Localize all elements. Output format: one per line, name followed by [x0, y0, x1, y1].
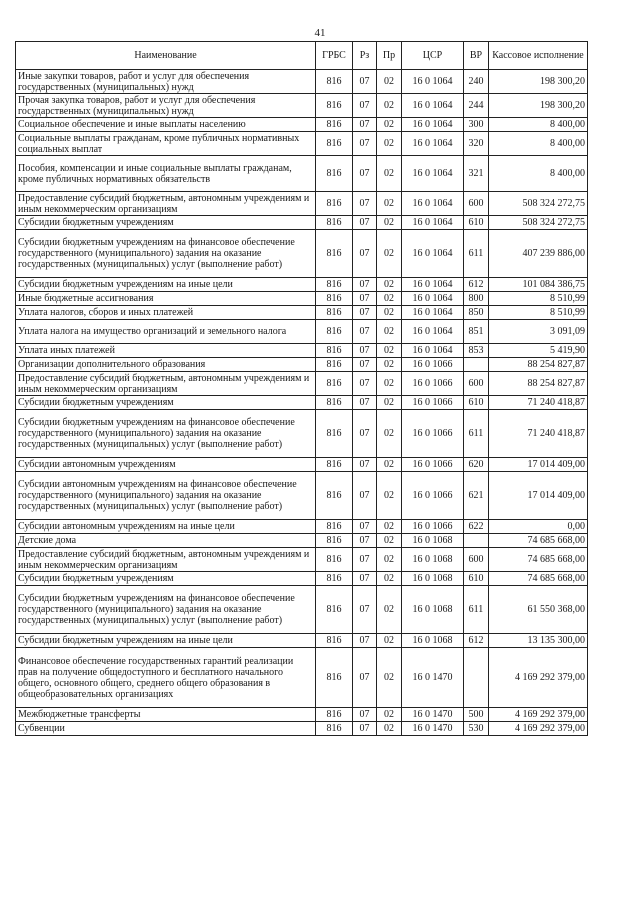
row-grbs: 816 [316, 534, 353, 548]
row-name: Пособия, компенсации и иные социальные выплаты гражданам, кроме публичных нормативных обязательств [16, 156, 316, 192]
table-row [16, 634, 588, 648]
row-csr: 16 0 1064 [402, 278, 464, 292]
row-csr: 16 0 1064 [402, 156, 464, 192]
row-amount: 198 300,20 [489, 70, 588, 94]
row-csr: 16 0 1064 [402, 118, 464, 132]
table-row [16, 94, 588, 118]
row-rz: 07 [353, 410, 377, 458]
row-vr: 611 [464, 586, 489, 634]
row-pr: 02 [377, 320, 402, 344]
row-pr: 02 [377, 344, 402, 358]
table-row [16, 358, 588, 372]
row-grbs: 816 [316, 94, 353, 118]
row-name: Иные бюджетные ассигнования [16, 292, 316, 306]
row-vr: 850 [464, 306, 489, 320]
table-row [16, 708, 588, 722]
row-name: Уплата налога на имущество организаций и земельного налога [16, 320, 316, 344]
table-row [16, 192, 588, 216]
row-csr: 16 0 1064 [402, 192, 464, 216]
row-amount: 88 254 827,87 [489, 358, 588, 372]
row-vr: 300 [464, 118, 489, 132]
row-csr: 16 0 1064 [402, 344, 464, 358]
row-pr: 02 [377, 722, 402, 736]
row-grbs: 816 [316, 118, 353, 132]
row-pr: 02 [377, 634, 402, 648]
row-pr: 02 [377, 648, 402, 708]
row-grbs: 816 [316, 548, 353, 572]
header-rz: Рз [353, 42, 377, 70]
row-grbs: 816 [316, 230, 353, 278]
row-rz: 07 [353, 534, 377, 548]
row-vr: 610 [464, 572, 489, 586]
row-grbs: 816 [316, 192, 353, 216]
table-row [16, 534, 588, 548]
table-row [16, 586, 588, 634]
row-vr [464, 358, 489, 372]
row-grbs: 816 [316, 216, 353, 230]
row-amount: 88 254 827,87 [489, 372, 588, 396]
table-row [16, 156, 588, 192]
row-grbs: 816 [316, 306, 353, 320]
row-amount: 4 169 292 379,00 [489, 648, 588, 708]
row-name: Субвенции [16, 722, 316, 736]
row-amount: 74 685 668,00 [489, 572, 588, 586]
row-name: Предоставление субсидий бюджетным, автономным учреждениям и иным некоммерческим организациям [16, 192, 316, 216]
header-grbs: ГРБС [316, 42, 353, 70]
table-row [16, 572, 588, 586]
row-vr: 500 [464, 708, 489, 722]
row-amount: 4 169 292 379,00 [489, 708, 588, 722]
row-amount: 71 240 418,87 [489, 410, 588, 458]
row-amount: 508 324 272,75 [489, 192, 588, 216]
row-pr: 02 [377, 548, 402, 572]
row-grbs: 816 [316, 472, 353, 520]
table-body [16, 70, 588, 736]
row-pr: 02 [377, 358, 402, 372]
table-row [16, 648, 588, 708]
table-row [16, 306, 588, 320]
table-row [16, 278, 588, 292]
row-name: Иные закупки товаров, работ и услуг для обеспечения государственных (муниципальных) нужд [16, 70, 316, 94]
row-pr: 02 [377, 118, 402, 132]
row-amount: 74 685 668,00 [489, 548, 588, 572]
row-vr: 530 [464, 722, 489, 736]
row-vr: 612 [464, 634, 489, 648]
row-grbs: 816 [316, 572, 353, 586]
row-vr: 851 [464, 320, 489, 344]
row-vr [464, 648, 489, 708]
row-csr: 16 0 1064 [402, 292, 464, 306]
header-csr: ЦСР [402, 42, 464, 70]
row-rz: 07 [353, 458, 377, 472]
row-amount: 198 300,20 [489, 94, 588, 118]
row-grbs: 816 [316, 292, 353, 306]
row-pr: 02 [377, 192, 402, 216]
row-csr: 16 0 1066 [402, 396, 464, 410]
table-row [16, 396, 588, 410]
row-vr: 853 [464, 344, 489, 358]
row-rz: 07 [353, 472, 377, 520]
row-name: Социальное обеспечение и иные выплаты населению [16, 118, 316, 132]
row-vr: 600 [464, 192, 489, 216]
row-pr: 02 [377, 278, 402, 292]
row-csr: 16 0 1064 [402, 230, 464, 278]
table-row [16, 548, 588, 572]
row-csr: 16 0 1068 [402, 586, 464, 634]
table-row [16, 216, 588, 230]
table-row [16, 372, 588, 396]
table-row [16, 292, 588, 306]
table-row [16, 410, 588, 458]
row-name: Организации дополнительного образования [16, 358, 316, 372]
row-grbs: 816 [316, 358, 353, 372]
budget-table [15, 41, 588, 736]
row-pr: 02 [377, 586, 402, 634]
row-vr: 611 [464, 230, 489, 278]
row-csr: 16 0 1066 [402, 472, 464, 520]
row-grbs: 816 [316, 586, 353, 634]
row-vr: 620 [464, 458, 489, 472]
row-amount: 4 169 292 379,00 [489, 722, 588, 736]
row-amount: 8 400,00 [489, 118, 588, 132]
row-name: Субсидии автономным учреждениям на иные цели [16, 520, 316, 534]
row-rz: 07 [353, 306, 377, 320]
row-amount: 71 240 418,87 [489, 396, 588, 410]
row-grbs: 816 [316, 708, 353, 722]
row-rz: 07 [353, 344, 377, 358]
row-pr: 02 [377, 472, 402, 520]
row-grbs: 816 [316, 132, 353, 156]
row-grbs: 816 [316, 156, 353, 192]
row-rz: 07 [353, 320, 377, 344]
row-name: Прочая закупка товаров, работ и услуг для обеспечения государственных (муниципальных) нужд [16, 94, 316, 118]
row-amount: 508 324 272,75 [489, 216, 588, 230]
header-amount: Кассовое исполнение [489, 42, 588, 70]
row-csr: 16 0 1064 [402, 132, 464, 156]
header-vr: ВР [464, 42, 489, 70]
row-vr: 600 [464, 372, 489, 396]
row-pr: 02 [377, 292, 402, 306]
table-row [16, 132, 588, 156]
row-name: Субсидии автономным учреждениям на финансовое обеспечение государственного (муниципального) задания на оказание государственных (муниципальных) услуг (выполнение работ) [16, 472, 316, 520]
row-vr: 240 [464, 70, 489, 94]
row-vr: 321 [464, 156, 489, 192]
row-rz: 07 [353, 70, 377, 94]
page-number: 41 [314, 27, 326, 39]
row-vr [464, 534, 489, 548]
row-rz: 07 [353, 132, 377, 156]
row-csr: 16 0 1064 [402, 306, 464, 320]
row-csr: 16 0 1066 [402, 372, 464, 396]
row-csr: 16 0 1470 [402, 722, 464, 736]
row-rz: 07 [353, 722, 377, 736]
header-name: Наименование [16, 42, 316, 70]
row-pr: 02 [377, 372, 402, 396]
row-vr: 610 [464, 216, 489, 230]
row-grbs: 816 [316, 410, 353, 458]
row-name: Уплата иных платежей [16, 344, 316, 358]
row-csr: 16 0 1470 [402, 648, 464, 708]
row-pr: 02 [377, 70, 402, 94]
row-name: Детские дома [16, 534, 316, 548]
table-row [16, 722, 588, 736]
row-rz: 07 [353, 548, 377, 572]
row-pr: 02 [377, 572, 402, 586]
row-pr: 02 [377, 708, 402, 722]
row-csr: 16 0 1066 [402, 358, 464, 372]
row-pr: 02 [377, 94, 402, 118]
row-pr: 02 [377, 520, 402, 534]
row-amount: 17 014 409,00 [489, 472, 588, 520]
row-name: Субсидии бюджетным учреждениям [16, 572, 316, 586]
row-amount: 0,00 [489, 520, 588, 534]
row-grbs: 816 [316, 344, 353, 358]
row-vr: 610 [464, 396, 489, 410]
table-row [16, 472, 588, 520]
row-rz: 07 [353, 396, 377, 410]
row-rz: 07 [353, 586, 377, 634]
row-vr: 244 [464, 94, 489, 118]
row-vr: 600 [464, 548, 489, 572]
row-vr: 621 [464, 472, 489, 520]
row-name: Предоставление субсидий бюджетным, автономным учреждениям и иным некоммерческим организациям [16, 372, 316, 396]
row-name: Социальные выплаты гражданам, кроме публичных нормативных социальных выплат [16, 132, 316, 156]
row-grbs: 816 [316, 458, 353, 472]
row-pr: 02 [377, 458, 402, 472]
row-rz: 07 [353, 358, 377, 372]
table-row [16, 70, 588, 94]
row-name: Предоставление субсидий бюджетным, автономным учреждениям и иным некоммерческим организациям [16, 548, 316, 572]
row-name: Субсидии автономным учреждениям [16, 458, 316, 472]
table-row [16, 118, 588, 132]
row-name: Субсидии бюджетным учреждениям на финансовое обеспечение государственного (муниципального) задания на оказание государственных (муниципальных) услуг (выполнение работ) [16, 586, 316, 634]
row-amount: 74 685 668,00 [489, 534, 588, 548]
row-amount: 8 510,99 [489, 292, 588, 306]
row-csr: 16 0 1064 [402, 94, 464, 118]
row-pr: 02 [377, 230, 402, 278]
row-vr: 611 [464, 410, 489, 458]
row-amount: 61 550 368,00 [489, 586, 588, 634]
row-rz: 07 [353, 192, 377, 216]
row-rz: 07 [353, 118, 377, 132]
table-row [16, 458, 588, 472]
row-amount: 17 014 409,00 [489, 458, 588, 472]
row-csr: 16 0 1068 [402, 534, 464, 548]
table-header-row [16, 42, 588, 70]
row-rz: 07 [353, 230, 377, 278]
row-grbs: 816 [316, 70, 353, 94]
row-vr: 612 [464, 278, 489, 292]
row-amount: 407 239 886,00 [489, 230, 588, 278]
row-pr: 02 [377, 306, 402, 320]
row-csr: 16 0 1068 [402, 572, 464, 586]
row-pr: 02 [377, 396, 402, 410]
row-amount: 8 400,00 [489, 132, 588, 156]
row-csr: 16 0 1064 [402, 70, 464, 94]
row-vr: 320 [464, 132, 489, 156]
row-rz: 07 [353, 648, 377, 708]
row-pr: 02 [377, 156, 402, 192]
row-rz: 07 [353, 216, 377, 230]
row-name: Межбюджетные трансферты [16, 708, 316, 722]
row-grbs: 816 [316, 396, 353, 410]
row-grbs: 816 [316, 648, 353, 708]
row-rz: 07 [353, 520, 377, 534]
row-rz: 07 [353, 278, 377, 292]
row-grbs: 816 [316, 520, 353, 534]
row-rz: 07 [353, 572, 377, 586]
row-amount: 13 135 300,00 [489, 634, 588, 648]
row-rz: 07 [353, 94, 377, 118]
row-name: Финансовое обеспечение государственных гарантий реализации прав на получение общедоступного и бесплатного начального общего, основного общего, среднего общего образования в общеобразовательных организациях [16, 648, 316, 708]
row-amount: 101 084 386,75 [489, 278, 588, 292]
row-csr: 16 0 1064 [402, 320, 464, 344]
row-csr: 16 0 1470 [402, 708, 464, 722]
row-grbs: 816 [316, 320, 353, 344]
row-name: Субсидии бюджетным учреждениям [16, 216, 316, 230]
row-name: Субсидии бюджетным учреждениям на финансовое обеспечение государственного (муниципального) задания на оказание государственных (муниципальных) услуг (выполнение работ) [16, 410, 316, 458]
row-grbs: 816 [316, 722, 353, 736]
row-pr: 02 [377, 410, 402, 458]
row-csr: 16 0 1066 [402, 520, 464, 534]
row-pr: 02 [377, 216, 402, 230]
table-row [16, 320, 588, 344]
row-name: Субсидии бюджетным учреждениям [16, 396, 316, 410]
row-name: Субсидии бюджетным учреждениям на иные цели [16, 634, 316, 648]
row-pr: 02 [377, 534, 402, 548]
table-row [16, 520, 588, 534]
row-pr: 02 [377, 132, 402, 156]
table-row [16, 230, 588, 278]
row-amount: 5 419,90 [489, 344, 588, 358]
row-amount: 8 400,00 [489, 156, 588, 192]
row-amount: 3 091,09 [489, 320, 588, 344]
row-vr: 622 [464, 520, 489, 534]
table-row [16, 344, 588, 358]
row-rz: 07 [353, 156, 377, 192]
row-rz: 07 [353, 292, 377, 306]
row-csr: 16 0 1064 [402, 216, 464, 230]
row-rz: 07 [353, 708, 377, 722]
row-grbs: 816 [316, 278, 353, 292]
row-rz: 07 [353, 634, 377, 648]
row-csr: 16 0 1066 [402, 458, 464, 472]
header-pr: Пр [377, 42, 402, 70]
row-vr: 800 [464, 292, 489, 306]
row-name: Уплата налогов, сборов и иных платежей [16, 306, 316, 320]
row-name: Субсидии бюджетным учреждениям на финансовое обеспечение государственного (муниципального) задания на оказание государственных (муниципальных) услуг (выполнение работ) [16, 230, 316, 278]
row-csr: 16 0 1066 [402, 410, 464, 458]
row-csr: 16 0 1068 [402, 548, 464, 572]
row-grbs: 816 [316, 372, 353, 396]
row-rz: 07 [353, 372, 377, 396]
row-grbs: 816 [316, 634, 353, 648]
row-name: Субсидии бюджетным учреждениям на иные цели [16, 278, 316, 292]
row-csr: 16 0 1068 [402, 634, 464, 648]
row-amount: 8 510,99 [489, 306, 588, 320]
